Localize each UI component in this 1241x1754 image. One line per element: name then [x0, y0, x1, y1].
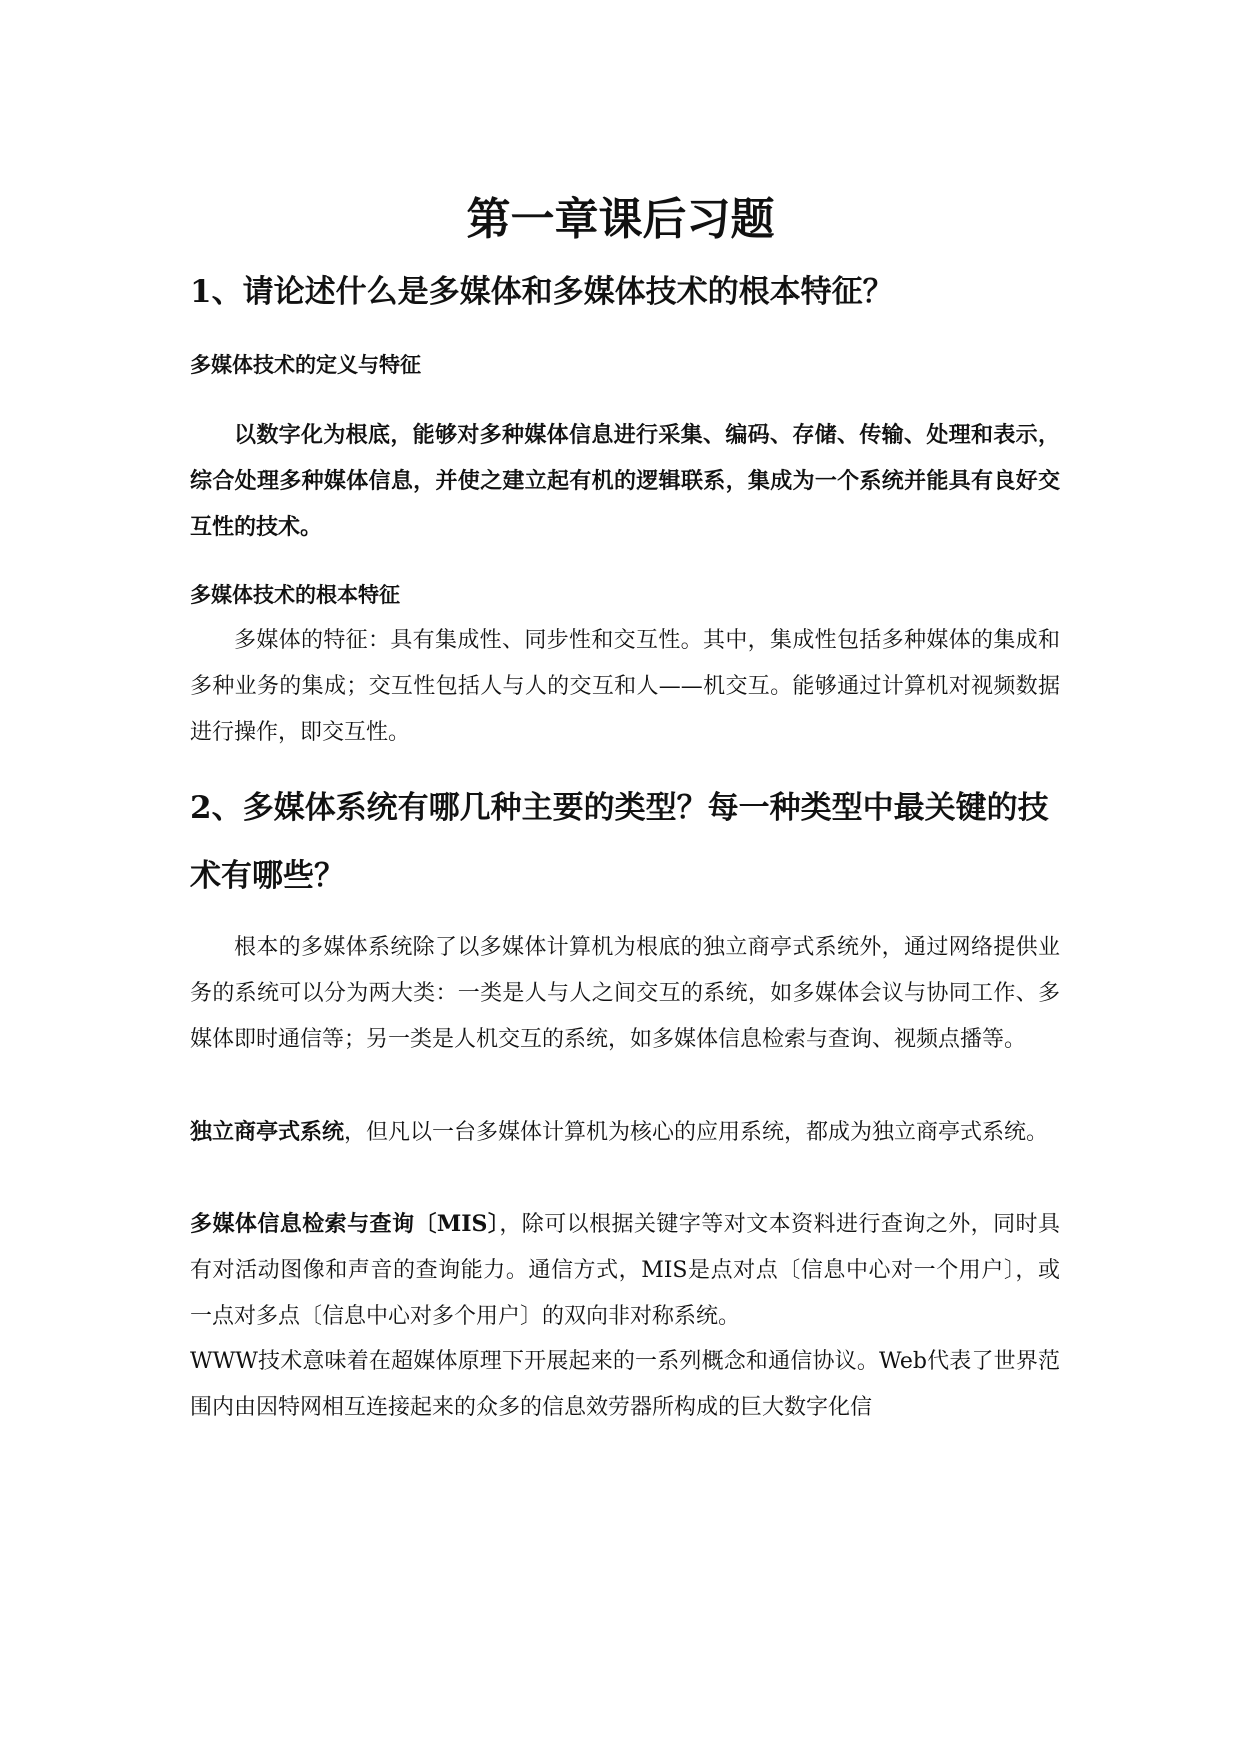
features-subheading: 多媒体技术的根本特征: [190, 582, 400, 607]
document-title: 第一章课后习题: [466, 194, 775, 245]
definition-subheading: 多媒体技术的定义与特征: [190, 352, 421, 377]
features-paragraph: 多媒体的特征：具有集成性、同步性和交互性。其中，集成性包括多种媒体的集成和多种业务的集成；交互性包括人与人的交互和人——机交互。能够通过计算机对视频数据进行操作，即交互性。: [190, 628, 1060, 745]
question-1-heading: 1、请论述什么是多媒体和多媒体技术的根本特征？: [190, 274, 894, 310]
kiosk-system-description: ，但凡以一台多媒体计算机为核心的应用系统，都成为独立商亭式系统。: [344, 1120, 1049, 1145]
system-types-paragraph: 根本的多媒体系统除了以多媒体计算机为根底的独立商亭式系统外，通过网络提供业务的系统可以分为两大类：一类是人与人之间交互的系统，如多媒体会议与协同工作、多媒体即时通信等；另一类是人机交互的系统，如多媒体信息检索与查询、视频点播等。: [190, 935, 1060, 1052]
mis-paragraph: [190, 1201, 1060, 1340]
mis-description: ，除可以根据关键字等对文本资料进行查询之外，同时具有对活动图像和声音的查询能力。通信方式，MIS是点对点〔信息中心对一个用户〕，或一点对多点〔信息中心对多个用户〕的双向非对称系统。: [190, 1212, 1060, 1329]
kiosk-system-paragraph: [190, 1109, 1060, 1156]
question-2-heading: 2、多媒体系统有哪几种主要的类型？每一种类型中最关键的技术有哪些？: [190, 790, 1049, 894]
www-paragraph: WWW技术意味着在超媒体原理下开展起来的一系列概念和通信协议。Web代表了世界范围内由因特网相互连接起来的众多的信息效劳器所构成的巨大数字化信: [190, 1349, 1060, 1420]
kiosk-system-term: 独立商亭式系统: [190, 1119, 345, 1145]
definition-paragraph: 以数字化为根底，能够对多种媒体信息进行采集、编码、存储、传输、处理和表示，综合处理多种媒体信息，并使之建立起有机的逻辑联系，集成为一个系统并能具有良好交互性的技术。: [190, 422, 1060, 540]
mis-term: 多媒体信息检索与查询〔MIS〕: [190, 1211, 500, 1237]
